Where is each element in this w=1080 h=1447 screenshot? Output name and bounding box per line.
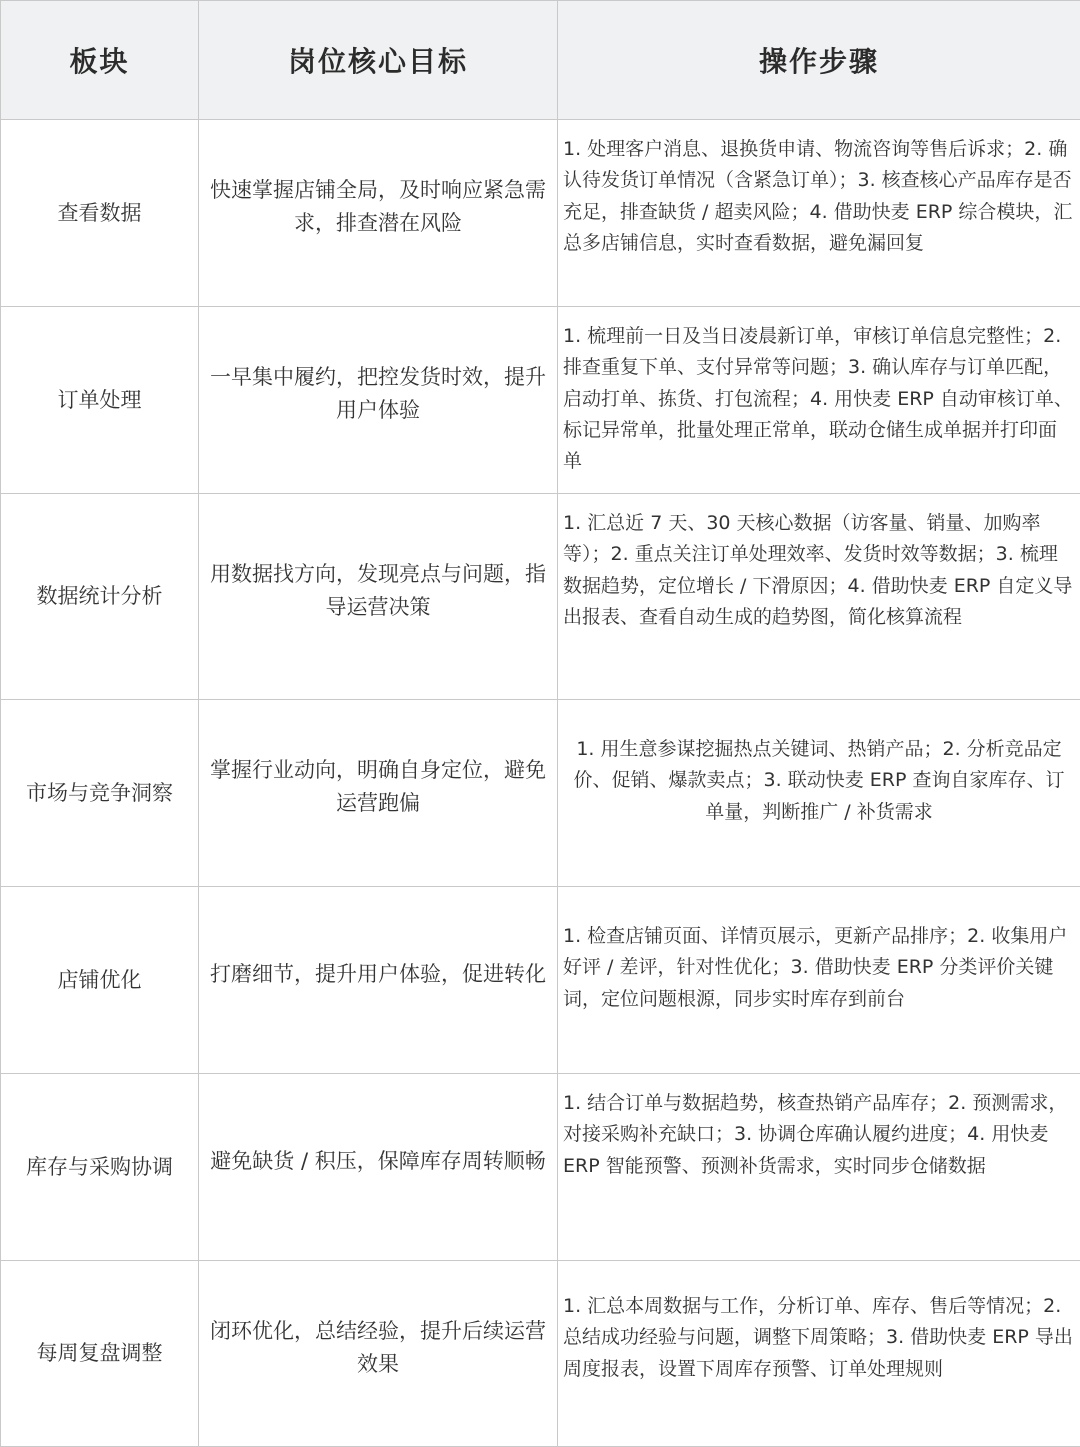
row-steps: 1. 检查店铺页面、详情页展示，更新产品排序；2. 收集用户好评 / 差评，针对性优化；3. 借助快麦 ERP 分类评价关键词，定位问题根源，同步实时库存到前台 (558, 887, 1080, 1074)
row-goal: 避免缺货 / 积压，保障库存周转顺畅 (199, 1074, 558, 1261)
row-steps: 1. 梳理前一日及当日凌晨新订单，审核订单信息完整性；2. 排查重复下单、支付异常等问题；3. 确认库存与订单匹配，启动打单、拣货、打包流程；4. 用快麦 ERP 自动审核订单、标记异常单，批量处理正常单，联动仓储生成单据并打印面单 (558, 307, 1080, 494)
header-row (1, 1, 1080, 120)
header-steps: 操作步骤 (558, 1, 1080, 120)
table-row (1, 1074, 1080, 1261)
header-core-goal: 岗位核心目标 (199, 1, 558, 120)
row-steps: 1. 用生意参谋挖掘热点关键词、热销产品；2. 分析竞品定价、促销、爆款卖点；3. 联动快麦 ERP 查询自家库存、订单量，判断推广 / 补货需求 (558, 700, 1080, 887)
row-goal: 掌握行业动向，明确自身定位，避免运营跑偏 (199, 700, 558, 887)
table-row (1, 494, 1080, 700)
row-section: 数据统计分析 (1, 494, 199, 700)
table-row (1, 1261, 1080, 1447)
table-row (1, 120, 1080, 307)
header-section: 板块 (1, 1, 199, 120)
row-section: 查看数据 (1, 120, 199, 307)
row-goal: 闭环优化，总结经验，提升后续运营效果 (199, 1261, 558, 1447)
row-steps: 1. 处理客户消息、退换货申请、物流咨询等售后诉求；2. 确认待发货订单情况（含紧急订单）；3. 核查核心产品库存是否充足，排查缺货 / 超卖风险；4. 借助快麦 ERP 综合模块，汇总多店铺信息，实时查看数据，避免漏回复 (558, 120, 1080, 307)
row-goal: 打磨细节，提升用户体验，促进转化 (199, 887, 558, 1074)
row-goal: 一早集中履约，把控发货时效，提升用户体验 (199, 307, 558, 494)
table-row (1, 307, 1080, 494)
row-section: 市场与竞争洞察 (1, 700, 199, 887)
table-row (1, 887, 1080, 1074)
row-steps: 1. 结合订单与数据趋势，核查热销产品库存；2. 预测需求，对接采购补充缺口；3. 协调仓库确认履约进度；4. 用快麦 ERP 智能预警、预测补货需求，实时同步仓储数据 (558, 1074, 1080, 1261)
row-section: 库存与采购协调 (1, 1074, 199, 1261)
row-steps: 1. 汇总近 7 天、30 天核心数据（访客量、销量、加购率等）；2. 重点关注订单处理效率、发货时效等数据；3. 梳理数据趋势，定位增长 / 下滑原因；4. 借助快麦 ERP 自定义导出报表、查看自动生成的趋势图，简化核算流程 (558, 494, 1080, 700)
row-goal: 用数据找方向，发现亮点与问题，指导运营决策 (199, 494, 558, 700)
row-section: 店铺优化 (1, 887, 199, 1074)
row-goal: 快速掌握店铺全局，及时响应紧急需求，排查潜在风险 (199, 120, 558, 307)
table-row (1, 700, 1080, 887)
row-steps: 1. 汇总本周数据与工作，分析订单、库存、售后等情况；2. 总结成功经验与问题，调整下周策略；3. 借助快麦 ERP 导出周度报表，设置下周库存预警、订单处理规则 (558, 1261, 1080, 1447)
row-section: 每周复盘调整 (1, 1261, 199, 1447)
row-section: 订单处理 (1, 307, 199, 494)
